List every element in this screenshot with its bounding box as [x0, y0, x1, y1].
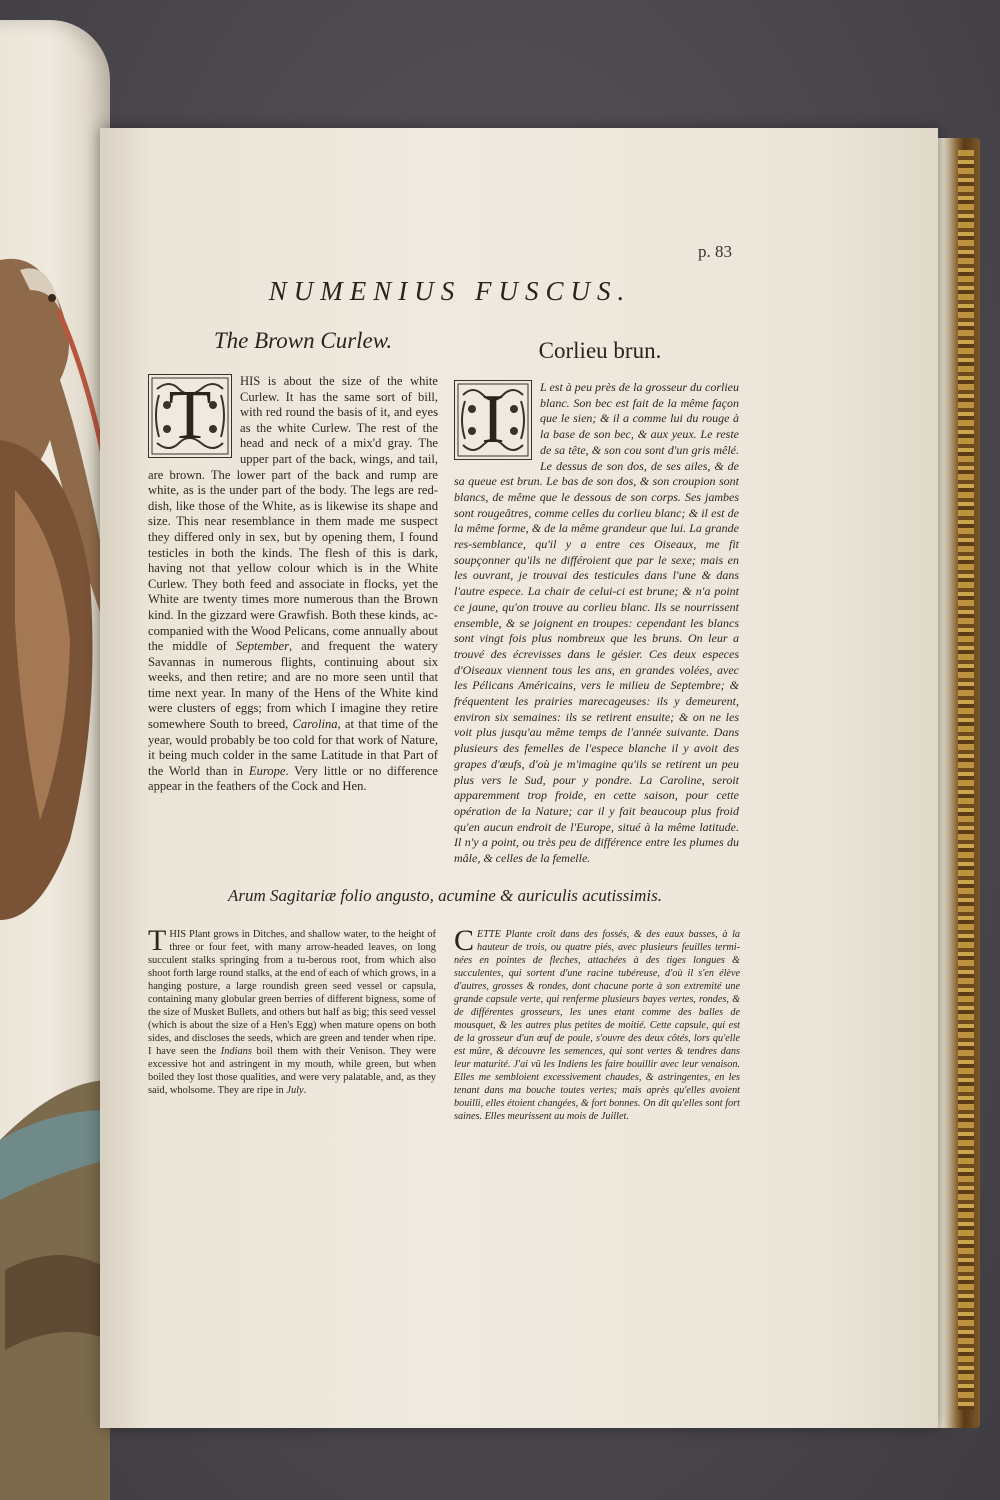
ornamental-dropcap-en: [148, 374, 232, 458]
english-continent: Europe: [248, 763, 286, 778]
plant-french-text: ETTE Plante croît dans des fossés, & des eaux basses, à la hauteur de trois, ou quatre piés, avec plusieurs feuilles termi-nées en pointes de fleches, attachées à des tiges longues & succulentes, qui sortent d'une racine tubéreuse, d'où il s'en élève d'autres, grosses & rondes, dont chacune porte à son extremité une grande capsule verte, qui renferme plusieurs bayes vertes, rondes, & de différentes grosseurs, les unes etant comme des balles de mousquet, & les autres plus petites de moitié. Cette capsule, qui est de la grosseur d'un œuf de poule, s'ouvre des deux côtés, lors qu'elle est mûre, & découvre les semences, qui sont vertes & tendres dans leur maturité. J'ai vû les Indiens les faire bouillir avec leur venaison. Elles me sembloient excessivement chaudes, & astringentes, en les tenant dans ma bouche toutes vertes; mais après qu'elles avoient bouilli, elles étoient changées, & fort bonnes. On dit qu'elles sont fort saines. Elles meurissent au mois de Juillet.: [454, 929, 740, 1122]
plant-english-part1: HIS Plant grows in Ditches, and shallow water, to the height of three or four feet, with many arrow-headed leaves, on long succulent stalks springing from a tu-berous root, from which also shoot forth large round stalks, at the end of each of which grows, in a hanging posture, a large roundish green seed vessel or capsula, containing many globular green berries of different bigness, some of the size of Musket Bullets, and others but half as big; this seed vessel (which is about the size of a Hen's Egg) when mature opens on both sides, and discloses the seeds, which are green and tender when ripe. I have seen the: [148, 929, 437, 1057]
plant-english-end: .: [303, 1085, 307, 1096]
plant-english-description: [148, 924, 437, 1097]
plant-english-month: July: [286, 1085, 304, 1096]
dropcap-letter: T: [168, 377, 212, 454]
french-description: [454, 380, 739, 867]
english-subtitle: The Brown Curlew.: [213, 328, 393, 353]
english-month: September: [235, 639, 290, 654]
plant-heading: Arum Sagitariæ folio angusto, acumine & auriculis acutissimis.: [228, 886, 662, 905]
english-text-part1: HIS is about the size of the white Curlew. It has the same sort of bill, with red round the basis of it, and eyes as the white Curlew. The rest of the head and neck of a mix'd gray. The upper part of the back, wings, and tail, are brown. The lower part of the back and rump are white, as is the under part of the body. The legs are red-dish, like those of the White, as is likewise its shape and size. This near resemblance in them made me suspect they differed only in sex, but by opening them, I found testicles in both the kinds. The flesh of this is dark, having not that yellow colour which is in the White Curlew. They both feed and associate in flocks, yet the White are twenty times more numerous than the Brown kind. In the gizzard were Grawfish. Both these kinds, ac-companied with the Wood Pelicans, come annually about the middle of: [148, 374, 438, 654]
plant-english-people: Indians: [220, 1046, 252, 1057]
plant-french-description: [454, 924, 740, 1123]
plant-english-part2: boil them with their Venison. They were excessive hot and astringent in my mouth, while green, but when boiled they lost those qualities, and were very palatable, and, as they said, wholsome. They are ripe in: [148, 1046, 436, 1096]
french-subtitle: Corlieu brun.: [538, 338, 662, 363]
curlew-illustration: [0, 20, 110, 1500]
species-title: NUMENIUS FUSCUS.: [268, 276, 632, 306]
dropcap-letter: I: [481, 381, 505, 458]
english-text-part2: , and frequent the watery Savannas in numerous flights, continuing about six weeks, and then retire; and are no more seen until that time next year. In many of the Hens of the White kind were clusters of eggs; from which I imagine they retire somewhere South to breed,: [148, 639, 438, 732]
english-text-part4: . Very little or no difference appear in the feathers of the Cock and Hen.: [148, 763, 438, 794]
plant-dropcap-en: T: [148, 924, 167, 957]
facing-plate-page: [0, 20, 110, 1500]
english-description: [148, 374, 438, 795]
french-text: L est à peu près de la grosseur du corlieu blanc. Son bec est fait de la même façon que le sien; & il a comme lui du rouge à la base de son bec, & aux yeux. Le reste de sa tête, & son cou sont d'un gris mêlé. Le dessus de son dos, de ses ailes, & de sa queue est brun. Le bas de son dos, & son croupion sont blancs, de même que le dessous de son corps. Ses jambes sont rougeâtres, comme celles du corlieu blanc; & il est de la même forme, & de la même grandeur que lui. La grande res-semblance, qu'il y a entre ces Oiseaux, me fit soupçonner qu'ils ne différoient que par le sexe; mais en les ouvrant, je trouvai des testicules dans l'une & dans l'autre espece. La chair de celui-ci est brune; & n'a point ce jaune, qu'on trouve au corlieu blanc. Ils se nourrissent ensemble, & se joignent en troupes: cependant les blancs sont vingt fois plus nombreux que les bruns. On leur a trouvé des écrevisses dans le gésier. Ces deux especes d'Oiseaux viennent tous les ans, en grandes volées, avec les Pélicans Américains, vers le milieu de Septembre; & fréquentent les prairies marecageuses: ils y demeurent, environ six semaines: ils se retirent ensuite; & on ne les voit plus jusqu'au même temps de l'année suivante. Dans plusieurs des femelles de l'espece blanche il y avoit des grapes d'œufs, d'où je m'imagine qu'ils se retirent un peu plus vers le Sud, pour y pondre. La Caroline, seroit apparemment trop froide, en cette saison, pour cette opération de la Nature; car il y fait beaucoup plus froid qu'en aucun endroit de l'Europe, situé à la même latitude. Il n'y a point, ou très peu de différence entre les plumes du mâle, & celles de la femelle.: [454, 380, 739, 866]
gilt-spine-decoration: [958, 150, 974, 1410]
plant-dropcap-fr: C: [454, 924, 475, 957]
english-place: Carolina: [292, 717, 338, 732]
page-number: p. 83: [698, 242, 732, 261]
ornamental-dropcap-fr: [454, 380, 532, 460]
english-text-part3: , at that time of the year, would probably be too cold for that work of Nature, it being much colder in the same Latitude in that Part of the World than in: [148, 717, 439, 778]
